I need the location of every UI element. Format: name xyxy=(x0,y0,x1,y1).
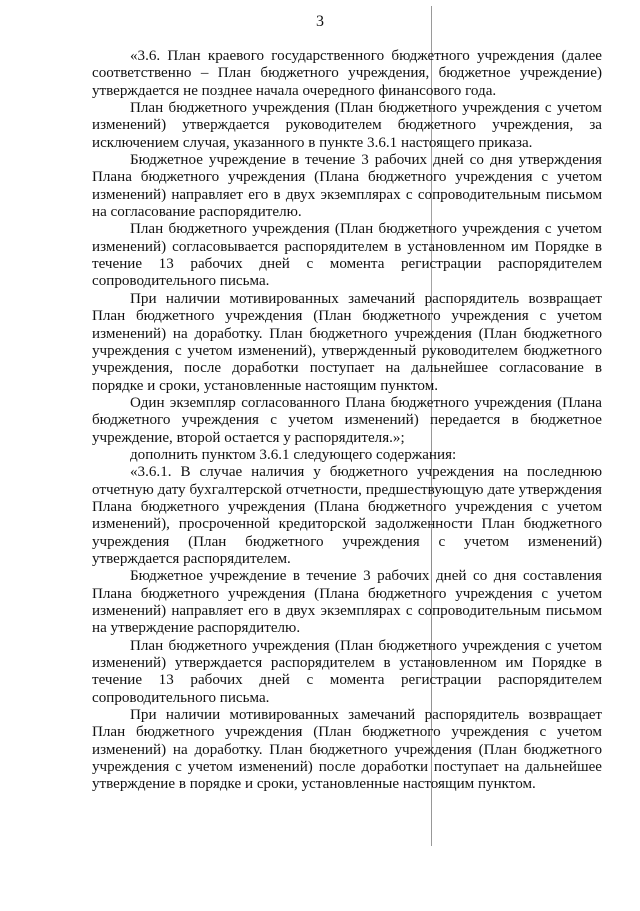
paragraph: При наличии мотивированных замечаний распорядитель возвращает План бюджетного учреждения (План бюджетного учреждения с учетом изменений) на доработку. План бюджетного учреждения (План бюджетного учреждения с учетом изменений), утвержденный руководителем бюджетного учреждения, после доработки поступает на дальнейшее согласование в порядке и сроки, установленные настоящим пунктом. xyxy=(92,290,602,394)
document-body xyxy=(92,48,602,794)
paragraph: При наличии мотивированных замечаний распорядитель возвращает План бюджетного учреждения (План бюджетного учреждения с учетом изменений) на доработку. План бюджетного учреждения (План бюджетного учреждения с учетом изменений) после доработки поступает на дальнейшее утверждение в порядке и сроки, установленные настоящим пунктом. xyxy=(92,707,602,793)
paragraph: Бюджетное учреждение в течение 3 рабочих дней со дня утверждения Плана бюджетного учреждения (Плана бюджетного учреждения с учетом изменений) направляет его в двух экземплярах с сопроводительным письмом на согласование распорядителю. xyxy=(92,152,602,221)
paragraph: Бюджетное учреждение в течение 3 рабочих дней со дня составления Плана бюджетного учреждения (Плана бюджетного учреждения с учетом изменений) направляет его в двух экземплярах с сопроводительным письмом на утверждение распорядителю. xyxy=(92,568,602,637)
paragraph: План бюджетного учреждения (План бюджетного учреждения с учетом изменений) согласовывается распорядителем в установленном им Порядке в течение 13 рабочих дней с момента регистрации распорядителем сопроводительного письма. xyxy=(92,221,602,290)
paragraph: Один экземпляр согласованного Плана бюджетного учреждения (Плана бюджетного учреждения с учетом изменений) передается в бюджетное учреждение, второй остается у распорядителя.»; xyxy=(92,394,602,446)
page-number: 3 xyxy=(316,13,324,30)
paragraph: План бюджетного учреждения (План бюджетного учреждения с учетом изменений) утверждается распорядителем в установленном им Порядке в течение 13 рабочих дней с момента регистрации распорядителем сопроводительного письма. xyxy=(92,637,602,706)
paragraph: «3.6.1. В случае наличия у бюджетного учреждения на последнюю отчетную дату бухгалтерской отчетности, предшествующую дате утверждения Плана бюджетного учреждения (Плана бюджетного учреждения с учетом изменений), просроченной кредиторской задолженности План бюджетного учреждения (План бюджетного учреждения с учетом изменений) утверждается распорядителем. xyxy=(92,464,602,567)
paragraph: «3.6. План краевого государственного бюджетного учреждения (далее соответственно – План бюджетного учреждения, бюджетное учреждение) утверждается не позднее начала очередного финансового года. xyxy=(92,48,602,99)
paragraph: дополнить пунктом 3.6.1 следующего содержания: xyxy=(130,446,457,463)
paragraph: План бюджетного учреждения (План бюджетного учреждения с учетом изменений) утверждается руководителем бюджетного учреждения, за исключением случая, указанного в пункте 3.6.1 настоящего приказа. xyxy=(92,100,602,151)
